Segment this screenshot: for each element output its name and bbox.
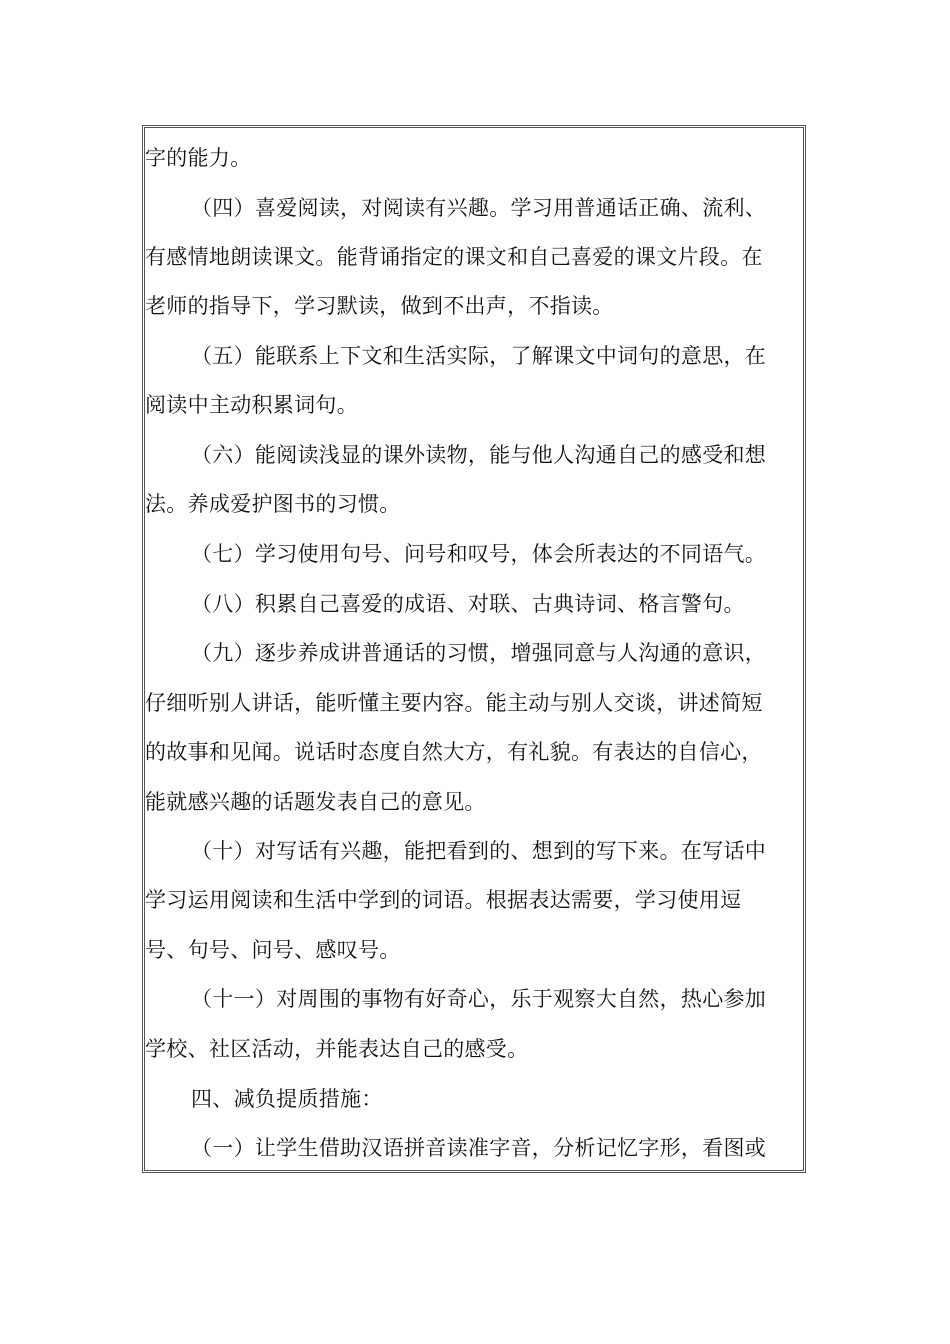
text-line: （六）能阅读浅显的课外读物，能与他人沟通自己的感受和想 bbox=[191, 443, 767, 467]
text-line: 阅读中主动积累词句。 bbox=[145, 393, 358, 417]
text-line: 有感情地朗读课文。能背诵指定的课文和自己喜爱的课文片段。在 bbox=[145, 245, 763, 269]
text-line: （九）逐步养成讲普通话的习惯，增强同意与人沟通的意识， bbox=[191, 641, 767, 665]
section-heading: 四、减负提质措施： bbox=[191, 1087, 383, 1111]
text-line: 号、句号、问号、感叹号。 bbox=[145, 938, 401, 962]
text-line: （七）学习使用句号、问号和叹号，体会所表达的不同语气。 bbox=[191, 542, 767, 566]
text-line: （四）喜爱阅读，对阅读有兴趣。学习用普通话正确、流利、 bbox=[191, 196, 767, 220]
text-line: 老师的指导下，学习默读，做到不出声，不指读。 bbox=[145, 294, 614, 318]
text-line: 学校、社区活动，并能表达自己的感受。 bbox=[145, 1037, 529, 1061]
text-line: （五）能联系上下文和生活实际，了解课文中词句的意思，在 bbox=[191, 344, 767, 368]
text-line: 的故事和见闻。说话时态度自然大方，有礼貌。有表达的自信心， bbox=[145, 740, 763, 764]
text-line: （一）让学生借助汉语拼音读准字音，分析记忆字形，看图或 bbox=[191, 1136, 767, 1160]
text-line: （十一）对周围的事物有好奇心，乐于观察大自然，热心参加 bbox=[191, 987, 767, 1011]
text-line: 字的能力。 bbox=[145, 146, 252, 170]
text-line: （十）对写话有兴趣，能把看到的、想到的写下来。在写话中 bbox=[191, 839, 767, 863]
text-line: 能就感兴趣的话题发表自己的意见。 bbox=[145, 790, 486, 814]
text-line: 仔细听别人讲话，能听懂主要内容。能主动与别人交谈，讲述简短 bbox=[145, 691, 763, 715]
text-line: 学习运用阅读和生活中学到的词语。根据表达需要，学习使用逗 bbox=[145, 888, 742, 912]
document-frame bbox=[142, 125, 806, 1173]
text-line: 法。养成爱护图书的习惯。 bbox=[145, 492, 401, 516]
text-line: （八）积累自己喜爱的成语、对联、古典诗词、格言警句。 bbox=[191, 592, 745, 616]
